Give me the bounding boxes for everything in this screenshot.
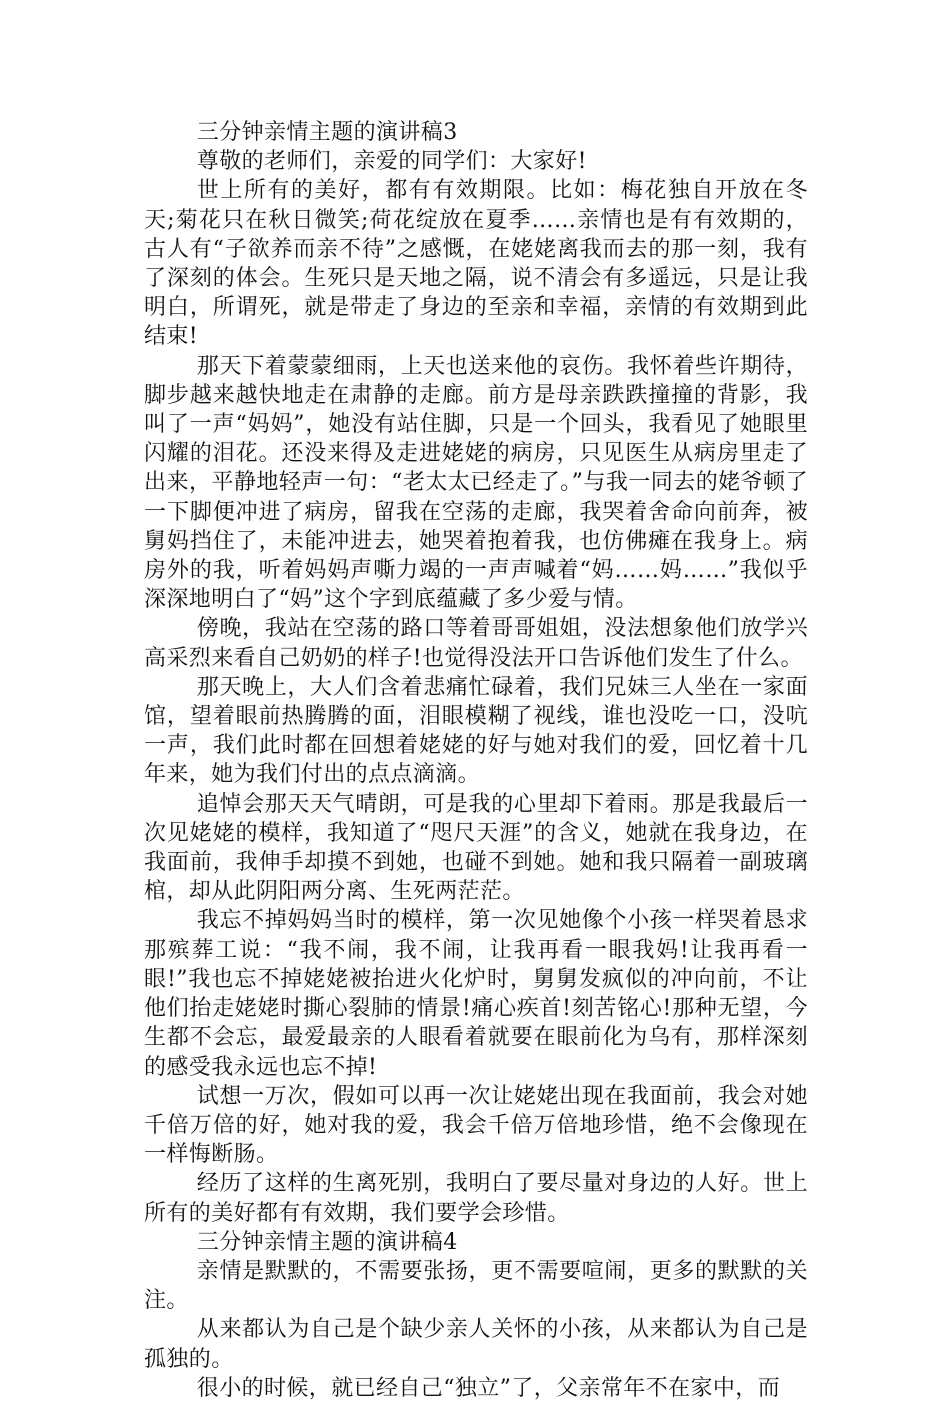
body-paragraph: 我忘不掉妈妈当时的模样，第一次见她像个小孩一样哭着恳求那殡葬工说：“我不闹，我不闹，让我再看一眼我妈!让我再看一眼!”我也忘不掉姥姥被抬进火化炉时，舅舅发疯似的冲向前，不让他们抬走姥姥时撕心裂肺的情景!痛心疾首!刻苦铭心!那种无望，今生都不会忘，最爱最亲的人眼看着就要在眼前化为乌有，那样深刻的感受我永远也忘不掉!	[144, 908, 808, 1080]
body-paragraph: 亲情是默默的，不需要张扬，更不需要喧闹，更多的默默的关注。	[144, 1258, 808, 1314]
body-paragraph: 傍晚，我站在空荡的路口等着哥哥姐姐，没法想象他们放学兴高采烈来看自己奶奶的样子!也觉得没法开口告诉他们发生了什么。	[144, 616, 808, 671]
greeting-paragraph: 尊敬的老师们，亲爱的同学们：大家好!	[196, 149, 587, 175]
body-paragraph: 那天下着蒙蒙细雨，上天也送来他的哀伤。我怀着些许期待，脚步越来越快地走在肃静的走廊。前方是母亲跌跌撞撞的背影，我叫了一声“妈妈”，她没有站住脚，只是一个回头，我看见了她眼里闪耀的泪花。还没来得及走进姥姥的病房，只见医生从病房里走了出来，平静地轻声一句：“老太太已经走了。”与我一同去的姥爷顿了一下脚便冲进了病房，留我在空荡的走廊，我哭着舍命向前奔，被舅妈挡住了，未能冲进去，她哭着抱着我，也仿佛瘫在我身上。病房外的我，听着妈妈声嘶力竭的一声声喊着“妈……妈……”我似乎深深地明白了“妈”这个字到底蕴藏了多少爱与情。	[144, 353, 808, 613]
body-paragraph: 世上所有的美好，都有有效期限。比如：梅花独自开放在冬天;菊花只在秋日微笑;荷花绽放在夏季……亲情也是有有效期的，古人有“子欲养而亲不待”之感慨，在姥姥离我而去的那一刻，我有了深刻的体会。生死只是天地之隔，说不清会有多遥远，只是让我明白，所谓死，就是带走了身边的至亲和幸福，亲情的有效期到此结束!	[144, 178, 808, 350]
body-paragraph: 从来都认为自己是个缺少亲人关怀的小孩，从来都认为自己是孤独的。	[144, 1317, 808, 1372]
body-paragraph: 试想一万次，假如可以再一次让姥姥出现在我面前，我会对她千倍万倍的好，她对我的爱，我会千倍万倍地珍惜，绝不会像现在一样悔断肠。	[144, 1083, 808, 1168]
body-paragraph: 追悼会那天天气晴朗，可是我的心里却下着雨。那是我最后一次见姥姥的模样，我知道了“咫尺天涯”的含义，她就在我身边，在我面前，我伸手却摸不到她，也碰不到她。她和我只隔着一副玻璃棺，却从此阴阳两分离、生死两茫茫。	[144, 791, 808, 905]
body-paragraph: 很小的时候，就已经自己“独立”了，父亲常年不在家中，而	[196, 1375, 781, 1401]
section-heading-4: 三分钟亲情主题的演讲稿4	[196, 1229, 458, 1255]
section-heading-3: 三分钟亲情主题的演讲稿3	[196, 120, 458, 145]
body-paragraph: 那天晚上，大人们含着悲痛忙碌着，我们兄妹三人坐在一家面馆，望着眼前热腾腾的面，泪眼模糊了视线，谁也没吃一口，没吭一声，我们此时都在回想着姥姥的好与她对我们的爱，回忆着十几年来，她为我们付出的点点滴滴。	[144, 674, 808, 788]
document-page	[144, 118, 808, 1403]
body-paragraph: 经历了这样的生离死别，我明白了要尽量对身边的人好。世上所有的美好都有有效期，我们要学会珍惜。	[144, 1171, 808, 1226]
